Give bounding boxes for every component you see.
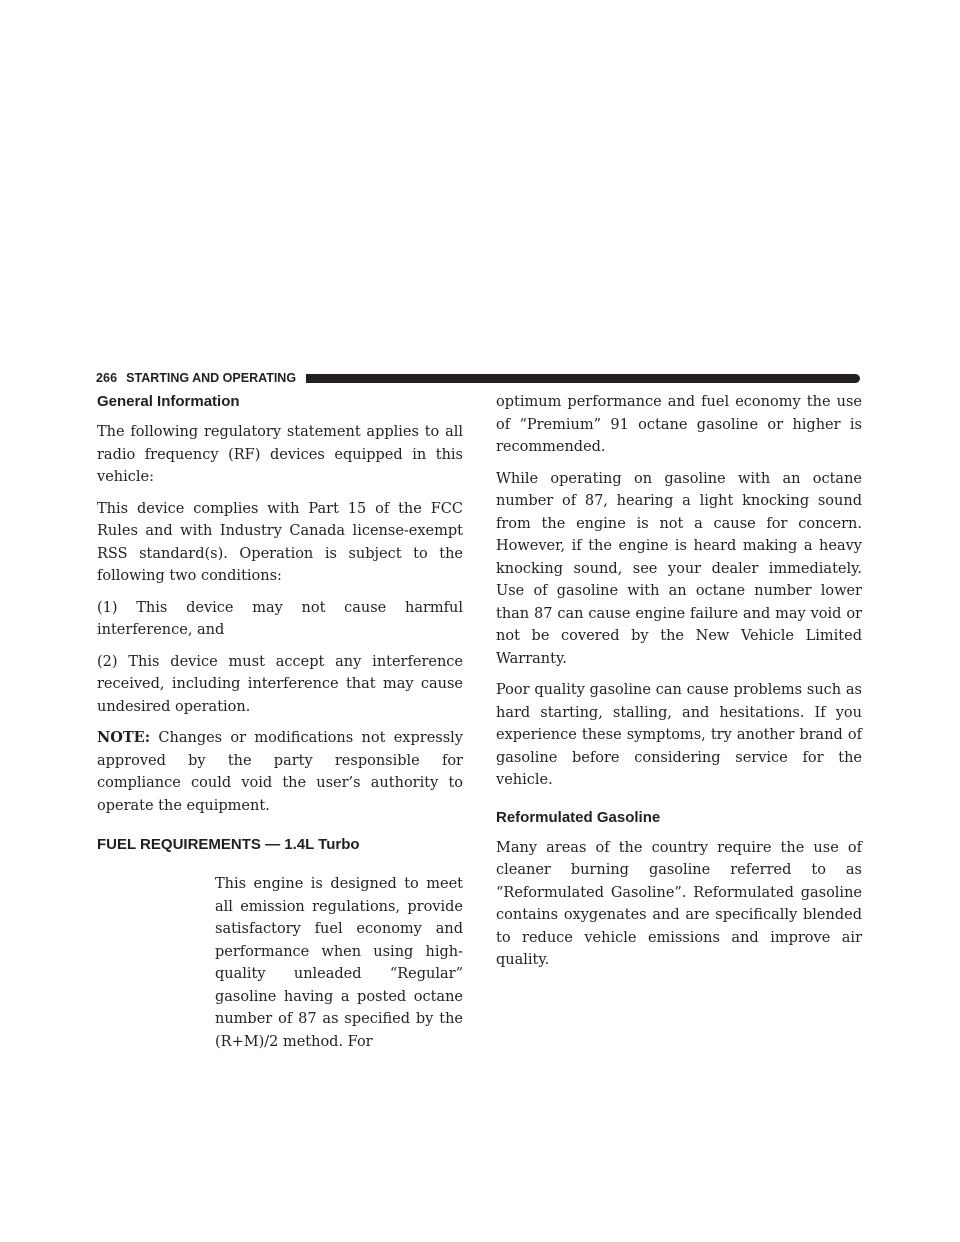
paragraph-fcc-compliance: This device complies with Part 15 of the FCC Rules and with Industry Canada license-exempt RSS standard(s). Operation is subject to the following two conditions:	[97, 500, 463, 584]
paragraph-premium-octane: optimum performance and fuel economy the use of “Premium” 91 octane gasoline or higher is recommended.	[496, 394, 862, 455]
left-column	[97, 392, 463, 1062]
right-column	[496, 392, 862, 981]
heading-reformulated-gasoline: Reformulated Gasoline	[496, 808, 661, 826]
page-number: 266	[96, 371, 118, 385]
paragraph-engine-design: This engine is designed to meet all emission regulations, provide satisfactory fuel economy and performance when using high-quality unleaded “Regular” gasoline having a posted octane number of 87 as specified by the (R+M)/2 method. For	[215, 876, 463, 1050]
section-title: STARTING AND OPERATING	[126, 371, 297, 385]
paragraph-condition-1: (1) This device may not cause harmful interference, and	[97, 599, 463, 638]
paragraph-poor-quality: Poor quality gasoline can cause problems such as hard starting, stalling, and hesitations. If you experience these symptoms, try another brand of gasoline before considering service for the vehicle.	[496, 682, 862, 788]
header-rule	[306, 374, 860, 383]
paragraph-condition-2: (2) This device must accept any interference received, including interference that may cause undesired operation.	[97, 653, 463, 715]
note-text: Changes or modifications not expressly approved by the party responsible for compliance could void the user’s authority to operate the equipment.	[97, 730, 463, 814]
heading-fuel-requirements: FUEL REQUIREMENTS — 1.4L Turbo	[97, 836, 360, 853]
paragraph-reformulated: Many areas of the country require the use of cleaner burning gasoline referred to as “Reformulated Gasoline”. Reformulated gasoline contains oxygenates and are specifically blended to reduce vehicle emissions and improve air quality.	[496, 839, 862, 968]
note-label: NOTE:	[97, 729, 151, 746]
heading-general-information: General Information	[97, 393, 240, 410]
paragraph-note	[97, 727, 463, 817]
paragraph-rf-statement: The following regulatory statement applies to all radio frequency (RF) devices equipped in this vehicle:	[97, 424, 463, 485]
page-header	[96, 370, 860, 386]
paragraph-knocking: While operating on gasoline with an octane number of 87, hearing a light knocking sound from the engine is not a cause for concern. However, if the engine is heard making a heavy knocking sound, see your dealer immediately. Use of gasoline with an octane number lower than 87 can cause engine failure and may void or not be covered by the New Vehicle Limited Warranty.	[496, 470, 862, 667]
